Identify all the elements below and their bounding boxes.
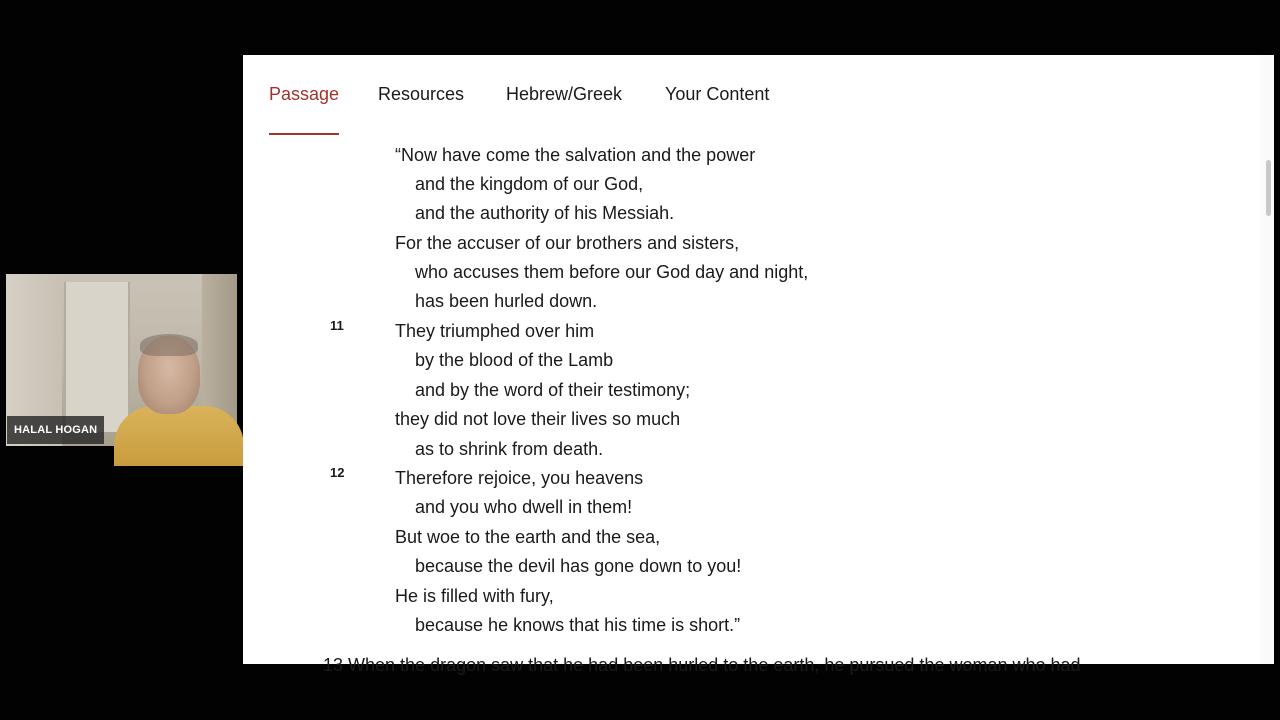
- passage-line: He is filled with fury,: [395, 586, 554, 606]
- passage-scrollbar[interactable]: [1260, 55, 1274, 664]
- passage-line: Therefore rejoice, you heavens: [395, 468, 644, 488]
- video-background-door: [64, 282, 130, 432]
- passage-line: and by the word of their testimony;: [415, 380, 691, 400]
- passage-line: who accuses them before our God day and night,: [415, 262, 809, 282]
- participant-name-tag: HALAL HOGAN: [7, 416, 104, 444]
- participant-body: [114, 406, 244, 466]
- passage-line: and the kingdom of our God,: [415, 174, 644, 194]
- tab-hebrew-greek[interactable]: Hebrew/Greek: [506, 84, 623, 104]
- passage-line: has been hurled down.: [415, 291, 598, 311]
- passage-line: “Now have come the salvation and the power: [395, 145, 756, 165]
- passage-line: But woe to the earth and the sea,: [395, 527, 661, 547]
- verse-number: 12: [330, 465, 345, 480]
- active-tab-indicator: [269, 133, 339, 135]
- participant-hair: [140, 334, 198, 356]
- passage-panel: [243, 55, 1274, 675]
- passage-line: they did not love their lives so much: [395, 409, 681, 429]
- passage-line: and the authority of his Messiah.: [415, 203, 675, 223]
- passage-line: as to shrink from death.: [415, 439, 604, 459]
- passage-line: because the devil has gone down to you!: [415, 556, 742, 576]
- tab-your-content[interactable]: Your Content: [665, 84, 770, 104]
- tab-resources[interactable]: Resources: [378, 84, 465, 104]
- passage-line: They triumphed over him: [395, 321, 595, 341]
- passage-scrollbar-thumb[interactable]: [1266, 160, 1271, 216]
- tab-passage[interactable]: Passage: [269, 84, 340, 104]
- passage-line: and you who dwell in them!: [415, 497, 633, 517]
- verse-number: 11: [330, 318, 344, 333]
- passage-line-partial: 13 When the dragon saw that he had been hurled to the earth, he pursued the woman who had: [323, 655, 1081, 675]
- passage-line: by the blood of the Lamb: [415, 350, 614, 370]
- passage-tabs: [243, 55, 1274, 137]
- passage-line: because he knows that his time is short.”: [415, 615, 741, 635]
- passage-line: For the accuser of our brothers and sisters,: [395, 233, 740, 253]
